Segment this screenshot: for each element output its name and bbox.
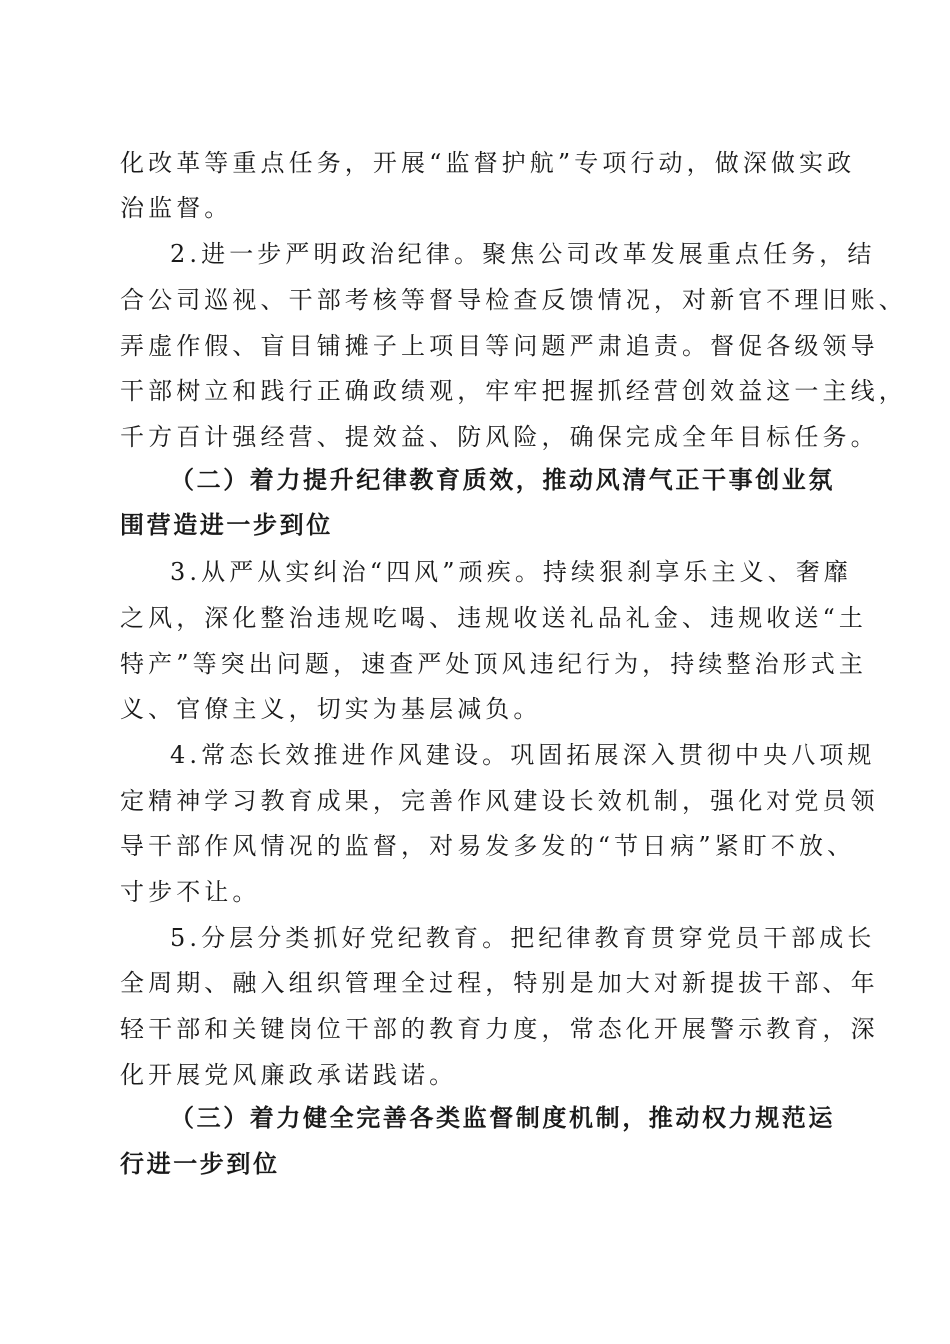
paragraph-line: 5.分层分类抓好党纪教育。把纪律教育贯穿党员干部成长 bbox=[170, 924, 876, 952]
paragraph-line: 之风，深化整治违规吃喝、违规收送礼品礼金、违规收送“土 bbox=[120, 604, 867, 632]
paragraph-line: 轻干部和关键岗位干部的教育力度，常态化开展警示教育，深 bbox=[120, 1015, 879, 1043]
paragraph-line: 治监督。 bbox=[120, 194, 233, 222]
paragraph-line: 3.从严从实纠治“四风”顽疾。持续狠刹享乐主义、奢靡 bbox=[170, 558, 853, 586]
section-heading: 围营造进一步到位 bbox=[120, 510, 333, 539]
paragraph-line: 化改革等重点任务，开展“监督护航”专项行动，做深做实政 bbox=[120, 149, 856, 177]
paragraph-line: 全周期、融入组织管理全过程，特别是加大对新提拔干部、年 bbox=[120, 969, 879, 997]
paragraph-line: 弄虚作假、盲目铺摊子上项目等问题严肃追责。督促各级领导 bbox=[120, 332, 879, 360]
paragraph-line: 4.常态长效推进作风建设。巩固拓展深入贯彻中央八项规 bbox=[170, 741, 876, 769]
paragraph-line: 义、官僚主义，切实为基层减负。 bbox=[120, 695, 542, 723]
section-heading: （三）着力健全完善各类监督制度机制，推动权力规范运 bbox=[170, 1103, 835, 1132]
paragraph-line: 定精神学习教育成果，完善作风建设长效机制，强化对党员领 bbox=[120, 787, 879, 815]
paragraph-line: 千方百计强经营、提效益、防风险，确保完成全年目标任务。 bbox=[120, 423, 879, 451]
section-heading: 行进一步到位 bbox=[120, 1149, 280, 1178]
paragraph-line: 2.进一步严明政治纪律。聚焦公司改革发展重点任务，结 bbox=[170, 240, 876, 268]
paragraph-line: 干部树立和践行正确政绩观，牢牢把握抓经营创效益这一主线， bbox=[120, 377, 907, 405]
paragraph-line: 特产”等突出问题，速查严处顶风违纪行为，持续整治形式主 bbox=[120, 650, 867, 678]
paragraph-line: 寸步不让。 bbox=[120, 878, 261, 906]
paragraph-line: 合公司巡视、干部考核等督导检查反馈情况，对新官不理旧账、 bbox=[120, 286, 907, 314]
section-heading: （二）着力提升纪律教育质效，推动风清气正干事创业氛 bbox=[170, 465, 835, 494]
paragraph-line: 导干部作风情况的监督，对易发多发的“节日病”紧盯不放、 bbox=[120, 832, 856, 860]
paragraph-line: 化开展党风廉政承诺践诺。 bbox=[120, 1061, 458, 1089]
